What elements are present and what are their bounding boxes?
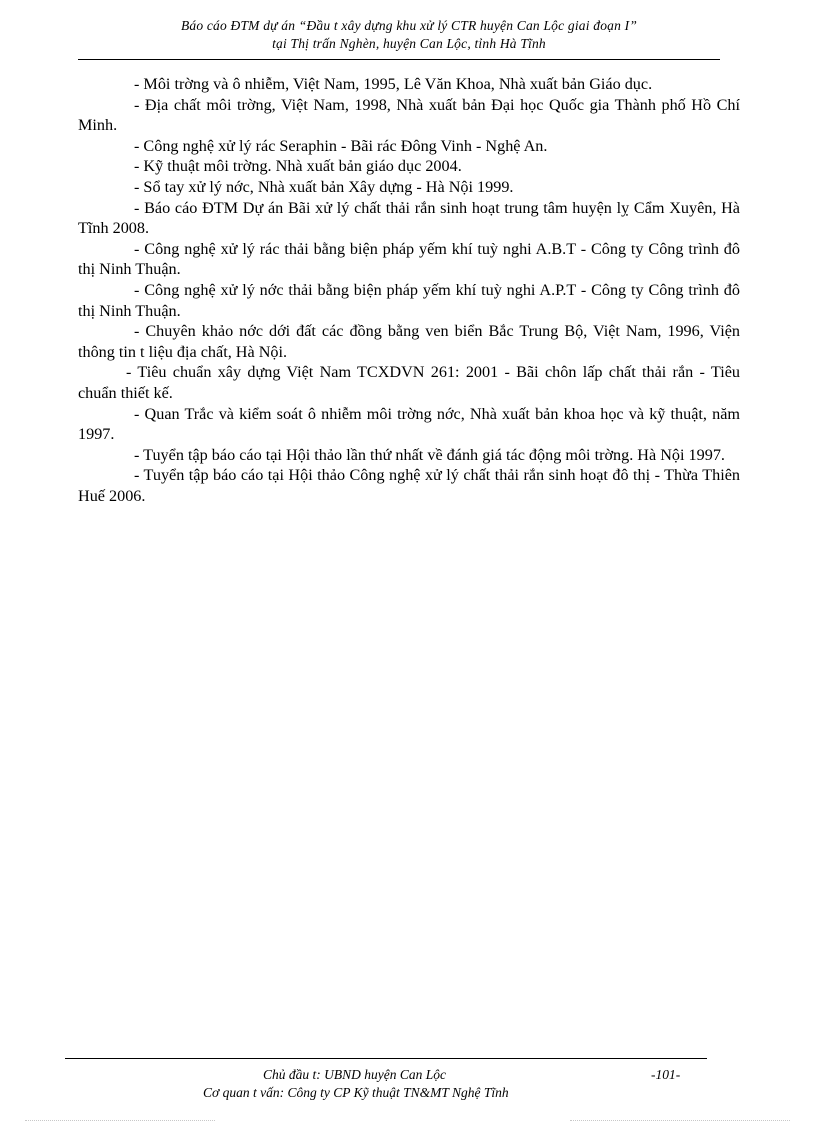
reference-item: - Môi trờng và ô nhiễm, Việt Nam, 1995, Lê Văn Khoa, Nhà xuất bản Giáo dục. (134, 75, 653, 93)
reference-item: - Tuyển tập báo cáo tại Hội thảo Công nghệ xử lý chất thải rắn sinh hoạt đô thị - Thừa Thiên Huế 2006. (78, 466, 740, 505)
reference-item: - Tuyển tập báo cáo tại Hội thảo lần thứ nhất về đánh giá tác động môi trờng. Hà Nội 1997. (134, 445, 725, 464)
page-edge-dots-left (25, 1120, 215, 1121)
page-header (78, 17, 740, 53)
reference-list (78, 74, 740, 506)
page-edge-dots-right (570, 1120, 790, 1121)
page-footer (65, 1066, 707, 1100)
reference-item: - Báo cáo ĐTM Dự án Bãi xử lý chất thải rắn sinh hoạt trung tâm huyện lỵ Cẩm Xuyên, Hà Tĩnh 2008. (78, 198, 740, 238)
reference-item: - Địa chất môi trờng, Việt Nam, 1998, Nhà xuất bản Đại học Quốc gia Thành phố Hồ Chí Minh. (78, 95, 740, 135)
footer-investor: Chủ đầu t: UBND huyện Can Lộc (263, 1067, 446, 1082)
footer-consultant: Cơ quan t vấn: Công ty CP Kỹ thuật TN&MT Nghệ Tĩnh (203, 1085, 509, 1100)
reference-item: - Công nghệ xử lý rác thải bằng biện pháp yếm khí tuỳ nghi A.B.T - Công ty Công trình đô thị Ninh Thuận. (78, 239, 740, 279)
reference-item: - Quan Trắc và kiểm soát ô nhiễm môi trờng nớc, Nhà xuất bản khoa học và kỹ thuật, năm 1997. (78, 404, 740, 444)
reference-item: - Kỹ thuật môi trờng. Nhà xuất bản giáo dục 2004. (134, 157, 462, 176)
reference-item: - Sổ tay xử lý nớc, Nhà xuất bản Xây dựng - Hà Nội 1999. (134, 177, 514, 196)
header-divider (78, 59, 720, 60)
footer-divider (65, 1058, 707, 1059)
header-location-line: tại Thị trấn Nghèn, huyện Can Lộc, tỉnh Hà Tĩnh (272, 36, 546, 51)
reference-item: - Tiêu chuẩn xây dựng Việt Nam TCXDVN 261: 2001 - Bãi chôn lấp chất thải rắn - Tiêu chuẩn thiết kế. (78, 363, 740, 402)
header-title-line: Báo cáo ĐTM dự án “Đầu t xây dựng khu xử lý CTR huyện Can Lộc giai đoạn I” (180, 18, 638, 33)
reference-item: - Công nghệ xử lý nớc thải bằng biện pháp yếm khí tuỳ nghi A.P.T - Công ty Công trình đô thị Ninh Thuận. (78, 280, 740, 320)
reference-item: - Công nghệ xử lý rác Seraphin - Bãi rác Đông Vinh - Nghệ An. (134, 136, 548, 155)
page-number: -101- (651, 1067, 681, 1082)
reference-item: - Chuyên khảo nớc dới đất các đồng bằng ven biển Bắc Trung Bộ, Việt Nam, 1996, Viện thông tin t liệu địa chất, Hà Nội. (78, 322, 740, 361)
